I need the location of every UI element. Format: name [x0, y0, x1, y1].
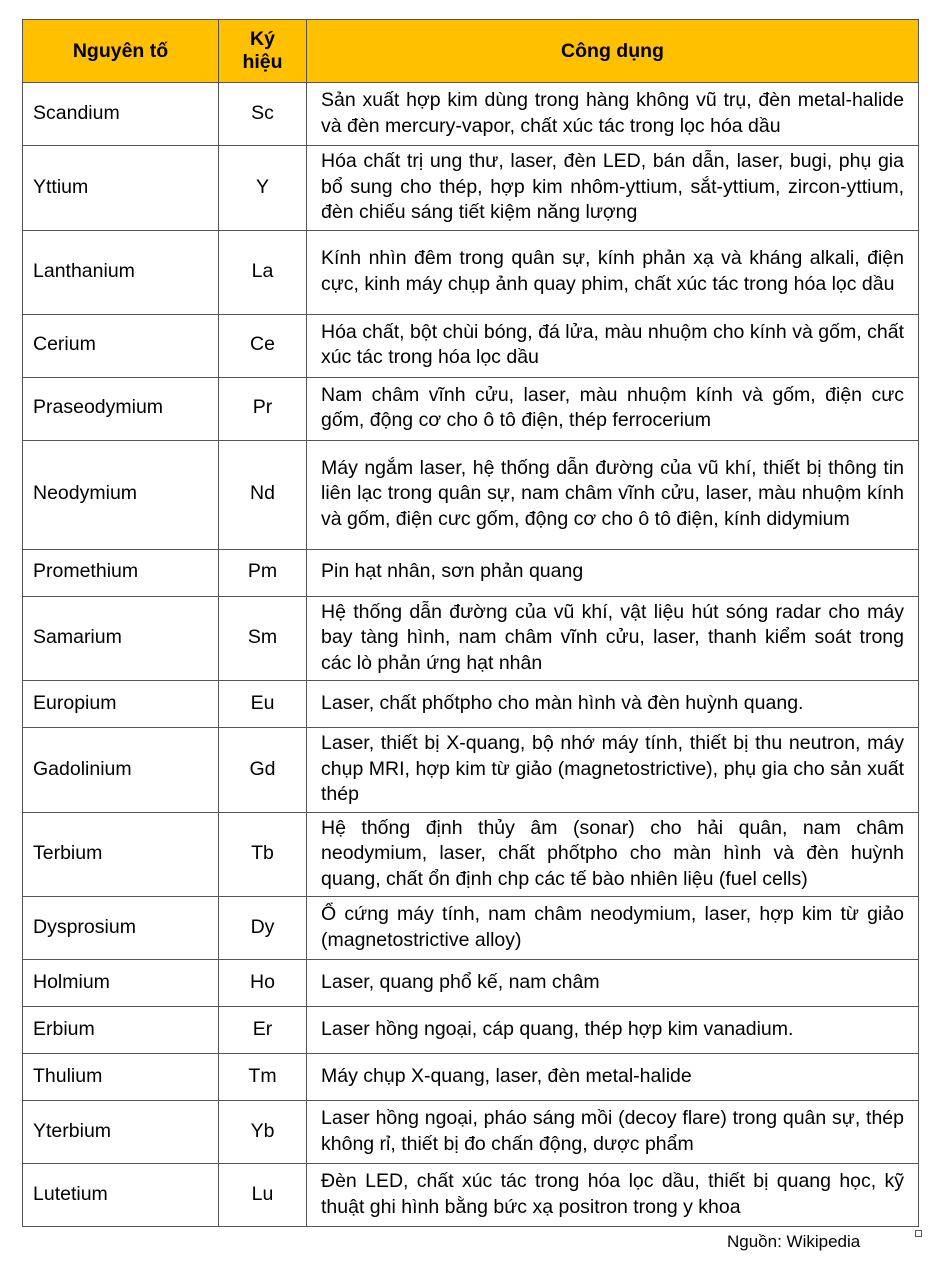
- element-usage: Máy ngắm laser, hệ thống dẫn đường của vũ khí, thiết bị thông tin liên lạc trong quân sự, nam châm vĩnh cửu, laser, màu nhuộm kính và gốm, điện cưc gốm, động cơ cho ô tô điện, kính didymium: [307, 440, 919, 549]
- element-name: Yterbium: [23, 1101, 219, 1164]
- table-row: [23, 440, 919, 549]
- element-symbol: Y: [219, 146, 307, 231]
- element-symbol: Sm: [219, 596, 307, 681]
- element-usage: Laser, quang phổ kế, nam châm: [307, 960, 919, 1007]
- header-usage: Công dụng: [307, 20, 919, 83]
- element-symbol: Lu: [219, 1164, 307, 1227]
- element-symbol: Dy: [219, 897, 307, 960]
- table-row: [23, 596, 919, 681]
- element-name: Neodymium: [23, 440, 219, 549]
- element-usage: Máy chụp X-quang, laser, đèn metal-halide: [307, 1054, 919, 1101]
- element-name: Erbium: [23, 1007, 219, 1054]
- header-element: Nguyên tố: [23, 20, 219, 83]
- element-symbol: Yb: [219, 1101, 307, 1164]
- element-symbol: Gd: [219, 728, 307, 813]
- element-usage: Laser hồng ngoại, pháo sáng mồi (decoy flare) trong quân sự, thép không rỉ, thiết bị đo chấn động, dược phẩm: [307, 1101, 919, 1164]
- header-symbol: [219, 20, 307, 83]
- table-row: [23, 83, 919, 146]
- element-name: Thulium: [23, 1054, 219, 1101]
- element-usage: Hệ thống định thủy âm (sonar) cho hải quân, nam châm neodymium, laser, chất phốtpho cho màn hình và đèn huỳnh quang, chất ổn định chp các tế bào nhiên liệu (fuel cells): [307, 812, 919, 897]
- element-name: Holmium: [23, 960, 219, 1007]
- element-name: Terbium: [23, 812, 219, 897]
- element-usage: Kính nhìn đêm trong quân sự, kính phản xạ và kháng alkali, điện cực, kinh máy chụp ảnh quay phim, chất xúc tác trong hóa lọc dầu: [307, 230, 919, 314]
- element-name: Europium: [23, 681, 219, 728]
- element-symbol: Er: [219, 1007, 307, 1054]
- table-row: [23, 1101, 919, 1164]
- source-note: Nguồn: Wikipedia: [727, 1232, 861, 1251]
- element-symbol: Sc: [219, 83, 307, 146]
- header-symbol-line2: hiệu: [242, 51, 283, 73]
- element-symbol: La: [219, 230, 307, 314]
- element-usage: Laser hồng ngoại, cáp quang, thép hợp kim vanadium.: [307, 1007, 919, 1054]
- rare-earth-table-container: [22, 19, 918, 1227]
- table-row: [23, 681, 919, 728]
- table-header-row: [23, 20, 919, 83]
- element-usage: Pin hạt nhân, sơn phản quang: [307, 549, 919, 596]
- element-name: Samarium: [23, 596, 219, 681]
- header-symbol-line1: Ký: [250, 28, 275, 50]
- element-symbol: Eu: [219, 681, 307, 728]
- element-symbol: Nd: [219, 440, 307, 549]
- element-symbol: Pr: [219, 377, 307, 440]
- corner-marker: [915, 1230, 922, 1237]
- table-row: [23, 314, 919, 377]
- element-usage: Hóa chất trị ung thư, laser, đèn LED, bán dẫn, laser, bugi, phụ gia bổ sung cho thép, hợp kim nhôm-yttium, sắt-yttium, zircon-yttium, đèn chiếu sáng tiết kiệm năng lượng: [307, 146, 919, 231]
- element-usage: Đèn LED, chất xúc tác trong hóa lọc dầu, thiết bị quang học, kỹ thuật ghi hình bằng bức xạ positron trong y khoa: [307, 1164, 919, 1227]
- element-name: Praseodymium: [23, 377, 219, 440]
- table-row: [23, 897, 919, 960]
- element-usage: Ổ cứng máy tính, nam châm neodymium, laser, hợp kim từ giảo (magnetostrictive alloy): [307, 897, 919, 960]
- table-row: [23, 1164, 919, 1227]
- element-usage: Laser, thiết bị X-quang, bộ nhớ máy tính, thiết bị thu neutron, máy chụp MRI, hợp kim từ giảo (magnetostrictive), phụ gia cho sản xuất thép: [307, 728, 919, 813]
- element-name: Lutetium: [23, 1164, 219, 1227]
- element-name: Yttium: [23, 146, 219, 231]
- table-row: [23, 728, 919, 813]
- element-symbol: Ce: [219, 314, 307, 377]
- element-symbol: Tm: [219, 1054, 307, 1101]
- table-row: [23, 549, 919, 596]
- element-name: Lanthanium: [23, 230, 219, 314]
- element-symbol: Ho: [219, 960, 307, 1007]
- table-row: [23, 812, 919, 897]
- table-row: [23, 1007, 919, 1054]
- element-name: Scandium: [23, 83, 219, 146]
- rare-earth-elements-table: [22, 19, 919, 1227]
- table-row: [23, 377, 919, 440]
- table-row: [23, 230, 919, 314]
- element-usage: Laser, chất phốtpho cho màn hình và đèn huỳnh quang.: [307, 681, 919, 728]
- element-name: Cerium: [23, 314, 219, 377]
- element-name: Promethium: [23, 549, 219, 596]
- element-symbol: Tb: [219, 812, 307, 897]
- table-row: [23, 960, 919, 1007]
- element-usage: Sản xuất hợp kim dùng trong hàng không vũ trụ, đèn metal-halide và đèn mercury-vapor, chất xúc tác trong lọc hóa dầu: [307, 83, 919, 146]
- element-name: Dysprosium: [23, 897, 219, 960]
- element-symbol: Pm: [219, 549, 307, 596]
- element-name: Gadolinium: [23, 728, 219, 813]
- element-usage: Hóa chất, bột chùi bóng, đá lửa, màu nhuộm cho kính và gốm, chất xúc tác trong hóa lọc dầu: [307, 314, 919, 377]
- element-usage: Hệ thống dẫn đường của vũ khí, vật liệu hút sóng radar cho máy bay tàng hình, nam châm vĩnh cửu, laser, thanh kiểm soát trong các lò phản ứng hạt nhân: [307, 596, 919, 681]
- table-row: [23, 1054, 919, 1101]
- element-usage: Nam châm vĩnh cửu, laser, màu nhuộm kính và gốm, điện cưc gốm, động cơ cho ô tô điện, thép ferrocerium: [307, 377, 919, 440]
- table-row: [23, 146, 919, 231]
- table-body: [23, 83, 919, 1227]
